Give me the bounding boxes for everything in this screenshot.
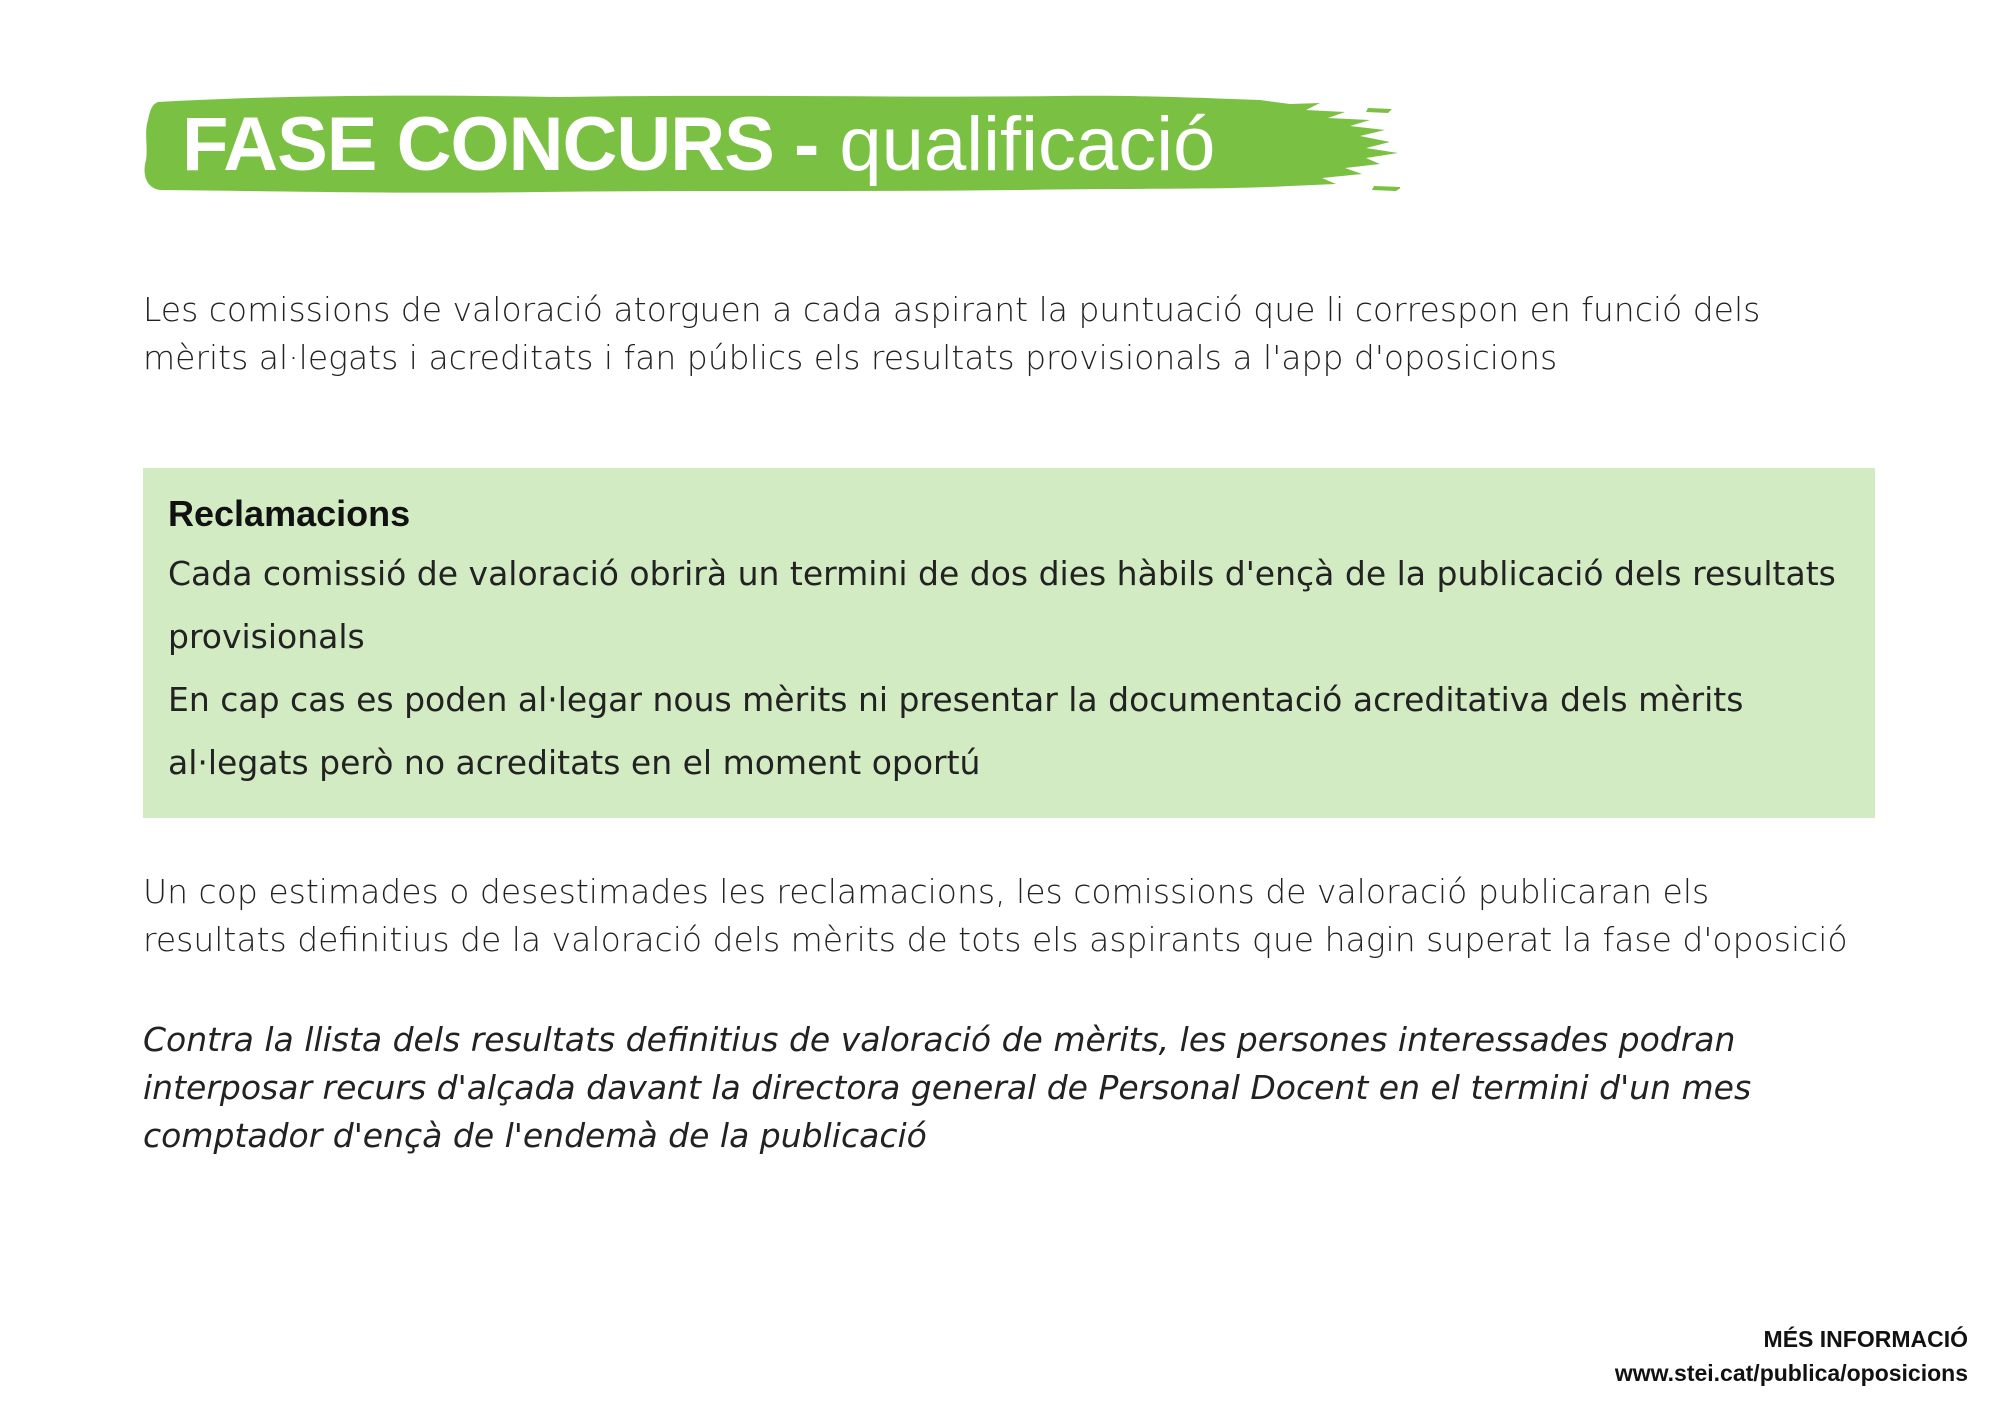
page-title [182,100,1215,190]
claims-heading: Reclamacions [168,493,411,534]
claims-line-restriction: En cap cas es poden al·legar nous mèrits ni presentar la documentació acreditativa dels mèrits al·legats però no acreditats en el moment oportú [168,680,1744,782]
intro-paragraph: Les comissions de valoració atorguen a cada aspirant la puntuació que li correspon en funció dels mèrits al·legats i acreditats i fan públics els resultats provisionals a l'app d'oposicions [143,290,1761,377]
claims-callout-box [143,468,1875,818]
title-bold-part: FASE CONCURS - [182,102,819,187]
outcome-paragraph: Un cop estimades o desestimades les reclamacions, les comissions de valoració publicaran els resultats definitius de la valoració dels mèrits de tots els aspirants que hagin superat la fase d'oposició [143,872,1848,959]
footer-url-link[interactable]: www.stei.cat/publica/oposicions [1614,1360,1968,1386]
title-banner [140,90,1400,200]
title-light-part: qualificació [839,102,1216,187]
footer-more-info [1615,1322,1968,1390]
claims-line-deadline: Cada comissió de valoració obrirà un termini de dos dies hàbils d'ençà de la publicació dels resultats provisionals [168,554,1836,656]
footer-label: MÉS INFORMACIÓ [1763,1326,1968,1352]
appeal-note-paragraph: Contra la llista dels resultats definitius de valoració de mèrits, les persones interessades podran interposar recurs d'alçada davant la directora general de Personal Docent en el termini d'un mes comptador d'ençà de l'endemà de la publicació [143,1020,1752,1155]
